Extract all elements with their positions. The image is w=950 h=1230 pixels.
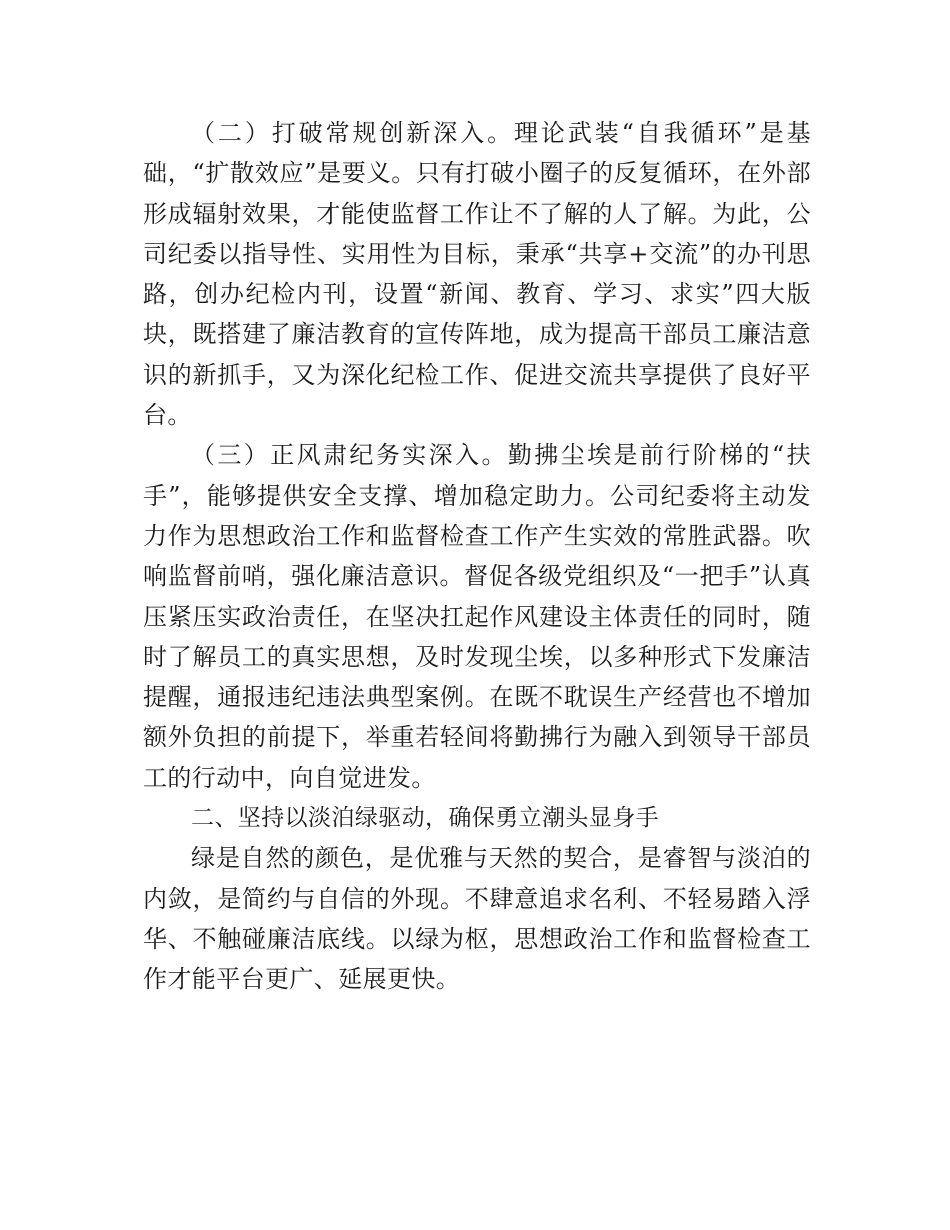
- section-heading: 二、坚持以淡泊绿驱动，确保勇立潮头显身手: [191, 805, 659, 832]
- paragraph-innovation: （二）打破常规创新深入。理论武装“自我循环”是基础，“扩散效应”是要义。只有打破小圈子的反复循环，在外部形成辐射效果，才能使监督工作让不了解的人了解。为此，公司纪委以指导性、实用性为目标，秉承“共享+交流”的办刊思路，创办纪检内刊，设置“新闻、教育、学习、求实”四大版块，既搭建了廉洁教育的宣传阵地，成为提高干部员工廉洁意识的新抓手，又为深化纪检工作、促进交流共享提供了良好平台。: [143, 119, 811, 430]
- document-body: [143, 113, 811, 1000]
- paragraph-discipline: （三）正风肃纪务实深入。勤拂尘埃是前行阶梯的“扶手”，能够提供安全支撑、增加稳定助力。公司纪委将主动发力作为思想政治工作和监督检查工作产生实效的常胜武器。吹响监督前哨，强化廉洁意识。督促各级党组织及“一把手”认真压紧压实政治责任，在坚决扛起作风建设主体责任的同时，随时了解员工的真实思想，及时发现尘埃，以多种形式下发廉洁提醒，通报违纪违法典型案例。在既不耽误生产经营也不增加额外负担的前提下，举重若轻间将勤拂行为融入到领导干部员工的行动中，向自觉进发。: [143, 441, 811, 792]
- paragraph-green: 绿是自然的颜色，是优雅与天然的契合，是睿智与淡泊的内敛，是简约与自信的外现。不肆意追求名利、不轻易踏入浮华、不触碰廉洁底线。以绿为枢，思想政治工作和监督检查工作才能平台更广、延展更快。: [143, 844, 811, 994]
